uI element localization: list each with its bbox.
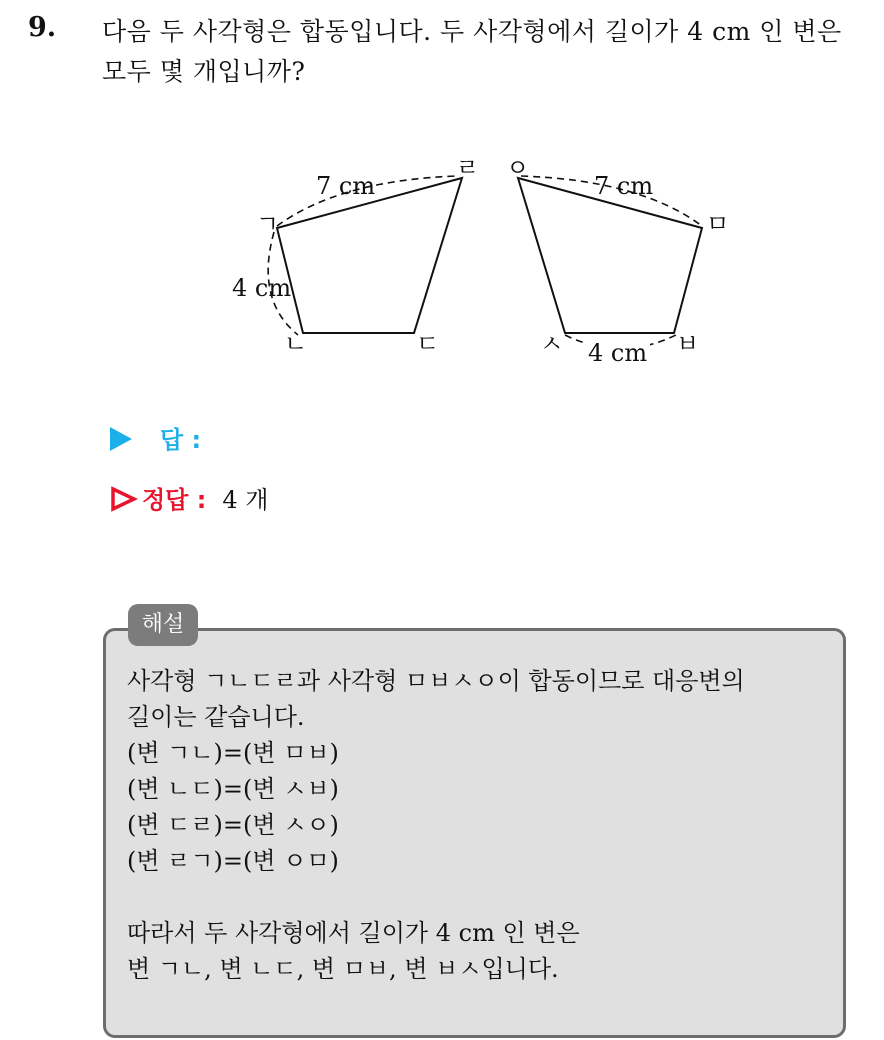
vertex-label-b: ㅂ bbox=[676, 330, 700, 358]
right-bottom-length: 4 cm bbox=[588, 339, 648, 367]
correct-label: 정답 : bbox=[142, 486, 207, 514]
correct-value: 4 개 bbox=[222, 486, 269, 514]
question-number: 9. bbox=[28, 12, 57, 43]
explanation-line: (변 ㄷㄹ)=(변 ㅅㅇ) bbox=[127, 811, 339, 839]
right-top-length: 7 cm bbox=[594, 172, 654, 200]
explanation-line: (변 ㄹㄱ)=(변 ㅇㅁ) bbox=[127, 847, 339, 875]
vertex-label-o: ㅇ bbox=[506, 154, 530, 182]
quadrilateral-right bbox=[518, 178, 702, 333]
answer-arrow-icon bbox=[110, 427, 132, 451]
left-side-length: 4 cm bbox=[232, 274, 292, 302]
vertex-label-s: ㅅ bbox=[540, 330, 564, 358]
vertex-label-g: ㄱ bbox=[256, 210, 280, 238]
explanation-line bbox=[127, 879, 745, 915]
explanation-line: 길이는 같습니다. bbox=[127, 703, 305, 731]
explanation-line: 따라서 두 사각형에서 길이가 4 cm 인 변은 bbox=[127, 919, 580, 947]
explanation-line: (변 ㄱㄴ)=(변 ㅁㅂ) bbox=[127, 739, 339, 767]
left-top-length: 7 cm bbox=[316, 172, 376, 200]
explanation-text bbox=[127, 663, 745, 987]
question-line-2: 모두 몇 개입니까? bbox=[102, 57, 306, 86]
vertex-label-m: ㅁ bbox=[706, 210, 730, 238]
explanation-line: (변 ㄴㄷ)=(변 ㅅㅂ) bbox=[127, 775, 339, 803]
explanation-line: 변 ㄱㄴ, 변 ㄴㄷ, 변 ㅁㅂ, 변 ㅂㅅ입니다. bbox=[127, 955, 559, 983]
vertex-label-r: ㄹ bbox=[456, 154, 480, 182]
correct-answer-row bbox=[110, 480, 268, 515]
question-line-1: 다음 두 사각형은 합동입니다. 두 사각형에서 길이가 4 cm 인 변은 bbox=[102, 17, 842, 46]
quadrilateral-left bbox=[277, 178, 462, 333]
explanation-label: 해설 bbox=[128, 604, 198, 646]
vertex-label-d: ㄷ bbox=[416, 330, 440, 358]
explanation-line: 사각형 ㄱㄴㄷㄹ과 사각형 ㅁㅂㅅㅇ이 합동이므로 대응변의 bbox=[127, 667, 745, 695]
correct-arrow-icon bbox=[110, 486, 138, 512]
answer-row bbox=[110, 420, 201, 455]
answer-label: 답 : bbox=[160, 426, 202, 454]
vertex-label-n: ㄴ bbox=[284, 330, 308, 358]
